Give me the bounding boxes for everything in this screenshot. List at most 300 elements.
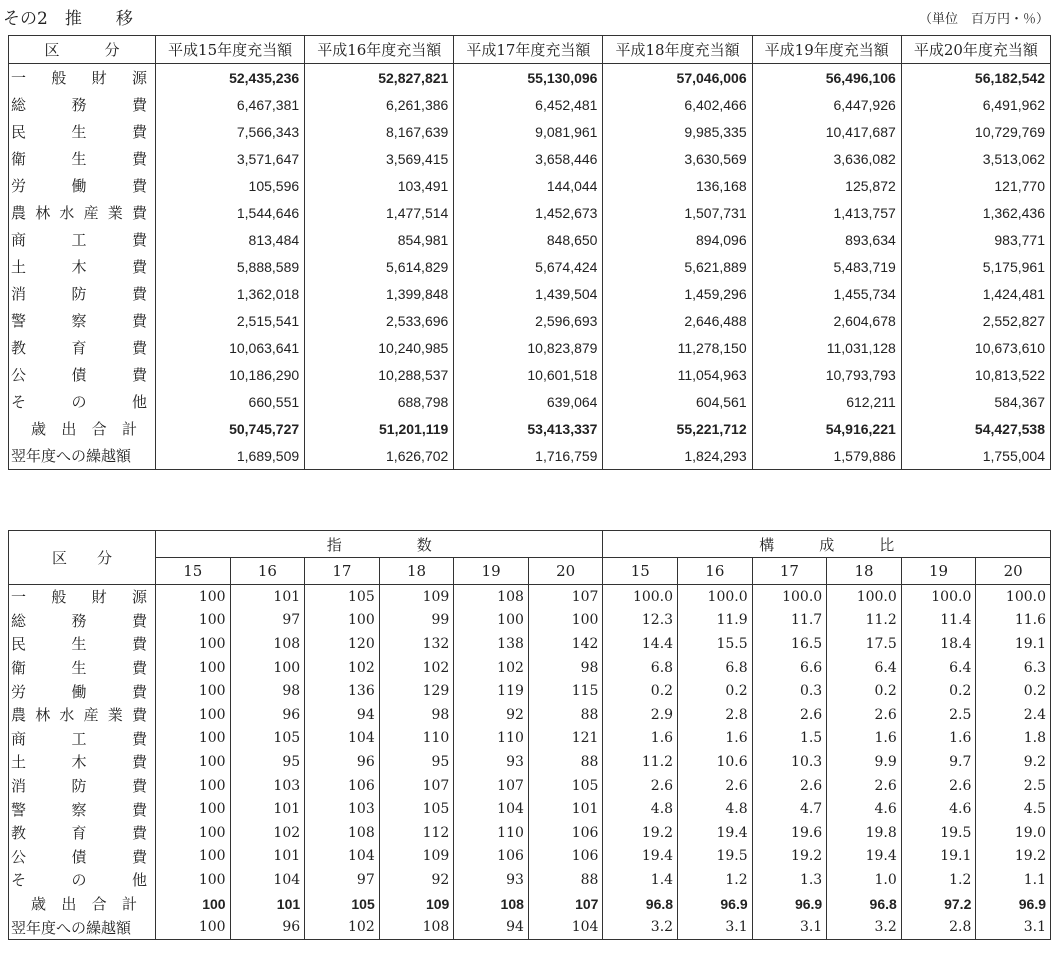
ratio-cell: 100.0 [752,585,827,609]
year-header: 18 [379,558,454,585]
ratio-cell: 18.4 [901,632,976,656]
ratio-cell: 96.9 [752,892,827,916]
amount-cell: 2,596,693 [454,307,603,334]
index-cell: 102 [379,656,454,680]
ratio-cell: 1.6 [827,727,902,751]
row-label: 一 般 財 源 [9,64,156,92]
ratio-cell: 4.7 [752,797,827,821]
amount-cell: 1,824,293 [603,442,752,470]
ratio-cell: 1.4 [603,868,678,892]
ratio-cell: 4.8 [678,797,753,821]
ratio-cell: 17.5 [827,632,902,656]
amount-cell: 1,544,646 [156,199,305,226]
ratio-cell: 3.2 [603,915,678,939]
ratio-cell: 19.4 [827,845,902,869]
index-cell: 106 [454,845,529,869]
index-cell: 100 [156,632,231,656]
index-cell: 98 [230,679,305,703]
table-row [9,750,1051,774]
index-cell: 101 [230,585,305,609]
amount-table [8,35,1051,470]
ratio-cell: 6.6 [752,656,827,680]
amount-table-header [9,36,1051,64]
amount-cell: 1,413,757 [752,199,901,226]
index-cell: 105 [305,892,380,916]
amount-cell: 1,716,759 [454,442,603,470]
amount-cell: 1,626,702 [305,442,454,470]
index-cell: 107 [454,774,529,798]
amount-cell: 5,621,889 [603,253,752,280]
table-row [9,64,1051,92]
index-cell: 100 [156,915,231,939]
amount-cell: 52,827,821 [305,64,454,92]
ratio-cell: 3.2 [827,915,902,939]
year-header: 16 [678,558,753,585]
amount-cell: 11,031,128 [752,334,901,361]
year-header: 19 [901,558,976,585]
amount-cell: 6,402,466 [603,91,752,118]
amount-cell: 1,689,509 [156,442,305,470]
row-label: 翌年度への繰越額 [9,442,156,470]
ratio-cell: 2.5 [976,774,1051,798]
amount-cell: 854,981 [305,226,454,253]
amount-cell: 3,571,647 [156,145,305,172]
ratio-cell: 3.1 [752,915,827,939]
table-row [9,915,1051,939]
row-label: 衛 生 費 [9,656,156,680]
amount-cell: 688,798 [305,388,454,415]
ratio-cell: 10.3 [752,750,827,774]
index-cell: 103 [230,774,305,798]
ratio-cell: 100.0 [827,585,902,609]
column-header: 平成19年度充当額 [752,36,901,64]
index-cell: 101 [528,797,603,821]
table-row [9,442,1051,470]
amount-cell: 103,491 [305,172,454,199]
table-row [9,892,1051,916]
table-row [9,797,1051,821]
ratio-cell: 2.6 [901,774,976,798]
row-label: 消 防 費 [9,774,156,798]
year-header: 17 [305,558,380,585]
table-row [9,145,1051,172]
index-cell: 100 [454,609,529,633]
ratio-cell: 96.9 [976,892,1051,916]
index-cell: 88 [528,868,603,892]
row-label: 消 防 費 [9,280,156,307]
amount-cell: 6,452,481 [454,91,603,118]
ratio-cell: 97.2 [901,892,976,916]
amount-cell: 639,064 [454,388,603,415]
row-label: 総 務 費 [9,609,156,633]
index-cell: 100 [305,609,380,633]
table-row [9,609,1051,633]
ratio-cell: 96.8 [827,892,902,916]
row-label: 民 生 費 [9,118,156,145]
amount-cell: 5,614,829 [305,253,454,280]
index-cell: 108 [230,632,305,656]
amount-cell: 10,601,518 [454,361,603,388]
row-label: そ の 他 [9,868,156,892]
table-row [9,118,1051,145]
index-cell: 108 [454,585,529,609]
row-label: 労 働 費 [9,679,156,703]
amount-cell: 1,579,886 [752,442,901,470]
amount-cell: 1,424,481 [901,280,1050,307]
index-cell: 100 [156,750,231,774]
index-cell: 96 [305,750,380,774]
row-label: 一 般 財 源 [9,585,156,609]
amount-cell: 10,288,537 [305,361,454,388]
table-row [9,727,1051,751]
amount-cell: 983,771 [901,226,1050,253]
ratio-cell: 6.8 [678,656,753,680]
row-label: 商 工 費 [9,226,156,253]
ratio-cell: 19.1 [901,845,976,869]
row-label: 総 務 費 [9,91,156,118]
ratio-cell: 2.6 [827,774,902,798]
index-cell: 129 [379,679,454,703]
index-cell: 105 [305,585,380,609]
amount-cell: 50,745,727 [156,415,305,442]
index-cell: 102 [305,656,380,680]
amount-cell: 11,278,150 [603,334,752,361]
ratio-cell: 2.8 [901,915,976,939]
amount-cell: 56,182,542 [901,64,1050,92]
amount-cell: 2,604,678 [752,307,901,334]
column-header: 平成17年度充当額 [454,36,603,64]
section-title: その2 推 移 [3,9,133,29]
table-row [9,388,1051,415]
row-label: 教 育 費 [9,334,156,361]
year-header: 17 [752,558,827,585]
table-row [9,91,1051,118]
ratio-cell: 11.4 [901,609,976,633]
table-row [9,253,1051,280]
amount-cell: 3,658,446 [454,145,603,172]
ratio-cell: 11.6 [976,609,1051,633]
amount-cell: 584,367 [901,388,1050,415]
amount-cell: 6,467,381 [156,91,305,118]
ratio-cell: 1.1 [976,868,1051,892]
index-cell: 104 [230,868,305,892]
row-label: 農 林 水 産 業 費 [9,199,156,226]
amount-cell: 5,674,424 [454,253,603,280]
index-cell: 119 [454,679,529,703]
ratio-cell: 11.7 [752,609,827,633]
index-cell: 105 [379,797,454,821]
group-header-ratio: 構 成 比 [603,531,1051,558]
index-cell: 108 [379,915,454,939]
row-label: 警 察 費 [9,797,156,821]
column-header: 平成16年度充当額 [305,36,454,64]
ratio-cell: 0.2 [901,679,976,703]
amount-cell: 6,261,386 [305,91,454,118]
index-cell: 97 [230,609,305,633]
year-header: 20 [976,558,1051,585]
ratio-cell: 19.2 [752,845,827,869]
ratio-cell: 19.8 [827,821,902,845]
row-label: 土 木 費 [9,253,156,280]
header-kubun: 区 分 [9,36,156,64]
row-label: 商 工 費 [9,727,156,751]
ratio-cell: 100.0 [976,585,1051,609]
amount-cell: 813,484 [156,226,305,253]
row-label: そ の 他 [9,388,156,415]
header-kubun: 区 分 [9,531,156,585]
ratio-cell: 19.4 [603,845,678,869]
index-cell: 88 [528,703,603,727]
amount-cell: 136,168 [603,172,752,199]
index-cell: 93 [454,868,529,892]
year-header: 16 [230,558,305,585]
ratio-cell: 1.6 [603,727,678,751]
ratio-cell: 3.1 [976,915,1051,939]
year-header: 15 [603,558,678,585]
amount-cell: 9,985,335 [603,118,752,145]
amount-cell: 612,211 [752,388,901,415]
amount-cell: 893,634 [752,226,901,253]
amount-cell: 10,813,522 [901,361,1050,388]
table-row [9,415,1051,442]
index-cell: 104 [528,915,603,939]
ratio-cell: 6.4 [901,656,976,680]
index-cell: 105 [528,774,603,798]
amount-cell: 894,096 [603,226,752,253]
amount-cell: 57,046,006 [603,64,752,92]
year-header: 19 [454,558,529,585]
index-cell: 101 [230,892,305,916]
amount-cell: 3,630,569 [603,145,752,172]
amount-cell: 10,673,610 [901,334,1050,361]
table-row [9,845,1051,869]
index-cell: 100 [156,656,231,680]
index-cell: 109 [379,585,454,609]
column-header: 平成18年度充当額 [603,36,752,64]
amount-cell: 7,566,343 [156,118,305,145]
index-cell: 100 [156,679,231,703]
ratio-cell: 0.3 [752,679,827,703]
ratio-cell: 6.4 [827,656,902,680]
ratio-cell: 1.5 [752,727,827,751]
index-cell: 109 [379,892,454,916]
ratio-cell: 0.2 [827,679,902,703]
index-cell: 120 [305,632,380,656]
amount-cell: 125,872 [752,172,901,199]
index-cell: 115 [528,679,603,703]
index-cell: 105 [230,727,305,751]
table-row [9,656,1051,680]
table-row [9,632,1051,656]
index-cell: 102 [454,656,529,680]
index-cell: 102 [230,821,305,845]
amount-cell: 1,439,504 [454,280,603,307]
index-ratio-header-top [9,531,1051,558]
index-cell: 106 [528,845,603,869]
ratio-cell: 19.2 [603,821,678,845]
ratio-cell: 0.2 [976,679,1051,703]
index-cell: 106 [528,821,603,845]
table-row [9,585,1051,609]
amount-cell: 54,427,538 [901,415,1050,442]
ratio-cell: 2.6 [603,774,678,798]
amount-cell: 55,221,712 [603,415,752,442]
amount-cell: 10,729,769 [901,118,1050,145]
index-cell: 100 [156,845,231,869]
ratio-cell: 19.5 [901,821,976,845]
index-cell: 132 [379,632,454,656]
row-label: 公 債 費 [9,845,156,869]
ratio-cell: 100.0 [678,585,753,609]
index-cell: 101 [230,797,305,821]
index-cell: 104 [305,845,380,869]
index-cell: 96 [230,915,305,939]
ratio-cell: 11.9 [678,609,753,633]
amount-cell: 105,596 [156,172,305,199]
index-cell: 101 [230,845,305,869]
ratio-cell: 2.6 [678,774,753,798]
ratio-cell: 96.8 [603,892,678,916]
index-cell: 106 [305,774,380,798]
group-header-index: 指 数 [156,531,603,558]
ratio-cell: 9.7 [901,750,976,774]
ratio-cell: 19.6 [752,821,827,845]
ratio-cell: 9.9 [827,750,902,774]
index-cell: 92 [454,703,529,727]
amount-cell: 848,650 [454,226,603,253]
amount-cell: 604,561 [603,388,752,415]
row-label: 公 債 費 [9,361,156,388]
amount-cell: 6,491,962 [901,91,1050,118]
ratio-cell: 19.4 [678,821,753,845]
amount-cell: 1,755,004 [901,442,1050,470]
index-cell: 104 [454,797,529,821]
row-label: 翌年度への繰越額 [9,915,156,939]
index-cell: 142 [528,632,603,656]
row-label: 教 育 費 [9,821,156,845]
index-cell: 92 [379,868,454,892]
ratio-cell: 0.2 [603,679,678,703]
index-cell: 95 [230,750,305,774]
amount-cell: 2,646,488 [603,307,752,334]
row-label: 民 生 費 [9,632,156,656]
year-header: 15 [156,558,231,585]
index-cell: 100 [156,892,231,916]
amount-cell: 1,362,436 [901,199,1050,226]
index-cell: 99 [379,609,454,633]
amount-cell: 1,507,731 [603,199,752,226]
amount-cell: 10,240,985 [305,334,454,361]
ratio-cell: 100.0 [603,585,678,609]
amount-cell: 2,515,541 [156,307,305,334]
ratio-cell: 2.4 [976,703,1051,727]
amount-cell: 10,063,641 [156,334,305,361]
amount-cell: 2,533,696 [305,307,454,334]
ratio-cell: 19.2 [976,845,1051,869]
row-label: 農 林 水 産 業 費 [9,703,156,727]
row-label: 歳 出 合 計 [9,892,156,916]
index-cell: 97 [305,868,380,892]
row-label: 衛 生 費 [9,145,156,172]
index-cell: 109 [379,845,454,869]
index-ratio-table [8,530,1051,940]
column-header: 平成20年度充当額 [901,36,1050,64]
index-cell: 136 [305,679,380,703]
row-label: 土 木 費 [9,750,156,774]
amount-cell: 1,477,514 [305,199,454,226]
index-cell: 107 [379,774,454,798]
ratio-cell: 2.8 [678,703,753,727]
amount-cell: 660,551 [156,388,305,415]
index-cell: 100 [156,703,231,727]
index-cell: 98 [528,656,603,680]
index-cell: 107 [528,892,603,916]
index-cell: 94 [454,915,529,939]
index-cell: 138 [454,632,529,656]
year-header: 20 [528,558,603,585]
table-row [9,334,1051,361]
ratio-cell: 19.1 [976,632,1051,656]
amount-cell: 6,447,926 [752,91,901,118]
amount-cell: 10,793,793 [752,361,901,388]
ratio-cell: 2.9 [603,703,678,727]
ratio-cell: 1.0 [827,868,902,892]
ratio-cell: 15.5 [678,632,753,656]
ratio-cell: 100.0 [901,585,976,609]
ratio-cell: 1.3 [752,868,827,892]
index-cell: 100 [156,727,231,751]
ratio-cell: 11.2 [827,609,902,633]
amount-cell: 3,569,415 [305,145,454,172]
ratio-cell: 1.2 [901,868,976,892]
year-header: 18 [827,558,902,585]
column-header: 平成15年度充当額 [156,36,305,64]
table-row [9,361,1051,388]
ratio-cell: 19.0 [976,821,1051,845]
index-cell: 94 [305,703,380,727]
table-row [9,821,1051,845]
ratio-cell: 6.8 [603,656,678,680]
index-cell: 107 [528,585,603,609]
ratio-cell: 2.5 [901,703,976,727]
ratio-cell: 96.9 [678,892,753,916]
index-cell: 100 [156,821,231,845]
table-row [9,307,1051,334]
amount-cell: 55,130,096 [454,64,603,92]
ratio-cell: 1.8 [976,727,1051,751]
amount-cell: 10,417,687 [752,118,901,145]
table-row [9,172,1051,199]
amount-cell: 51,201,119 [305,415,454,442]
amount-cell: 3,636,082 [752,145,901,172]
ratio-cell: 2.6 [752,774,827,798]
amount-cell: 121,770 [901,172,1050,199]
amount-cell: 5,175,961 [901,253,1050,280]
table-row [9,280,1051,307]
ratio-cell: 4.6 [827,797,902,821]
index-cell: 108 [454,892,529,916]
amount-cell: 8,167,639 [305,118,454,145]
index-cell: 110 [454,821,529,845]
amount-cell: 9,081,961 [454,118,603,145]
row-label: 歳 出 合 計 [9,415,156,442]
ratio-cell: 2.6 [752,703,827,727]
amount-cell: 5,483,719 [752,253,901,280]
ratio-cell: 1.6 [678,727,753,751]
amount-cell: 1,459,296 [603,280,752,307]
row-label: 労 働 費 [9,172,156,199]
index-cell: 100 [156,585,231,609]
